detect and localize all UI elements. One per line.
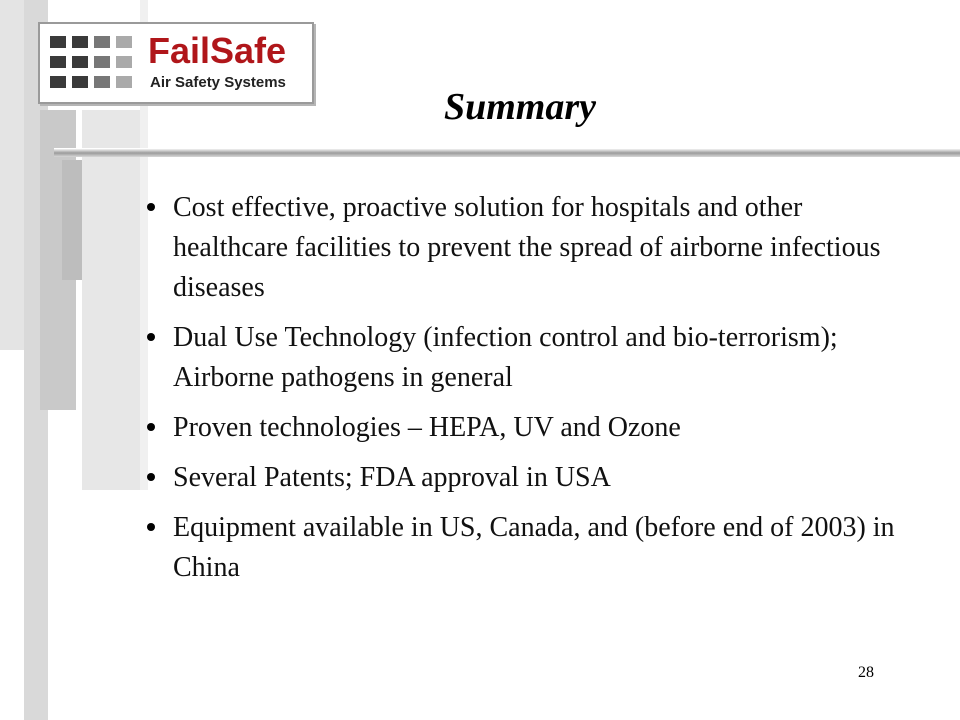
bullet-dot-icon [147,473,155,481]
bullet-item: Dual Use Technology (infection control and bio-terrorism); Airborne pathogens in general [145,318,905,398]
logo-name: FailSafe [148,30,287,71]
bullet-item: Cost effective, proactive solution for hospitals and other healthcare facilities to prevent the spread of airborne infectious diseases [145,188,905,308]
slide-title: Summary [443,86,597,128]
bullet-item: Equipment available in US, Canada, and (before end of 2003) in China [145,508,905,588]
bullet-dot-icon [147,203,155,211]
decorative-bar [82,110,148,490]
title-divider [54,148,960,157]
bullet-list [145,188,905,598]
bullet-dot-icon [147,423,155,431]
bullet-dot-icon [147,523,155,531]
bullet-item: Proven technologies – HEPA, UV and Ozone [145,408,905,448]
bullet-dot-icon [147,333,155,341]
logo-grid-icon [50,36,136,92]
bullet-item: Several Patents; FDA approval in USA [145,458,905,498]
logo-subtitle: Air Safety Systems [150,74,286,91]
page-number: 28 [858,664,874,681]
